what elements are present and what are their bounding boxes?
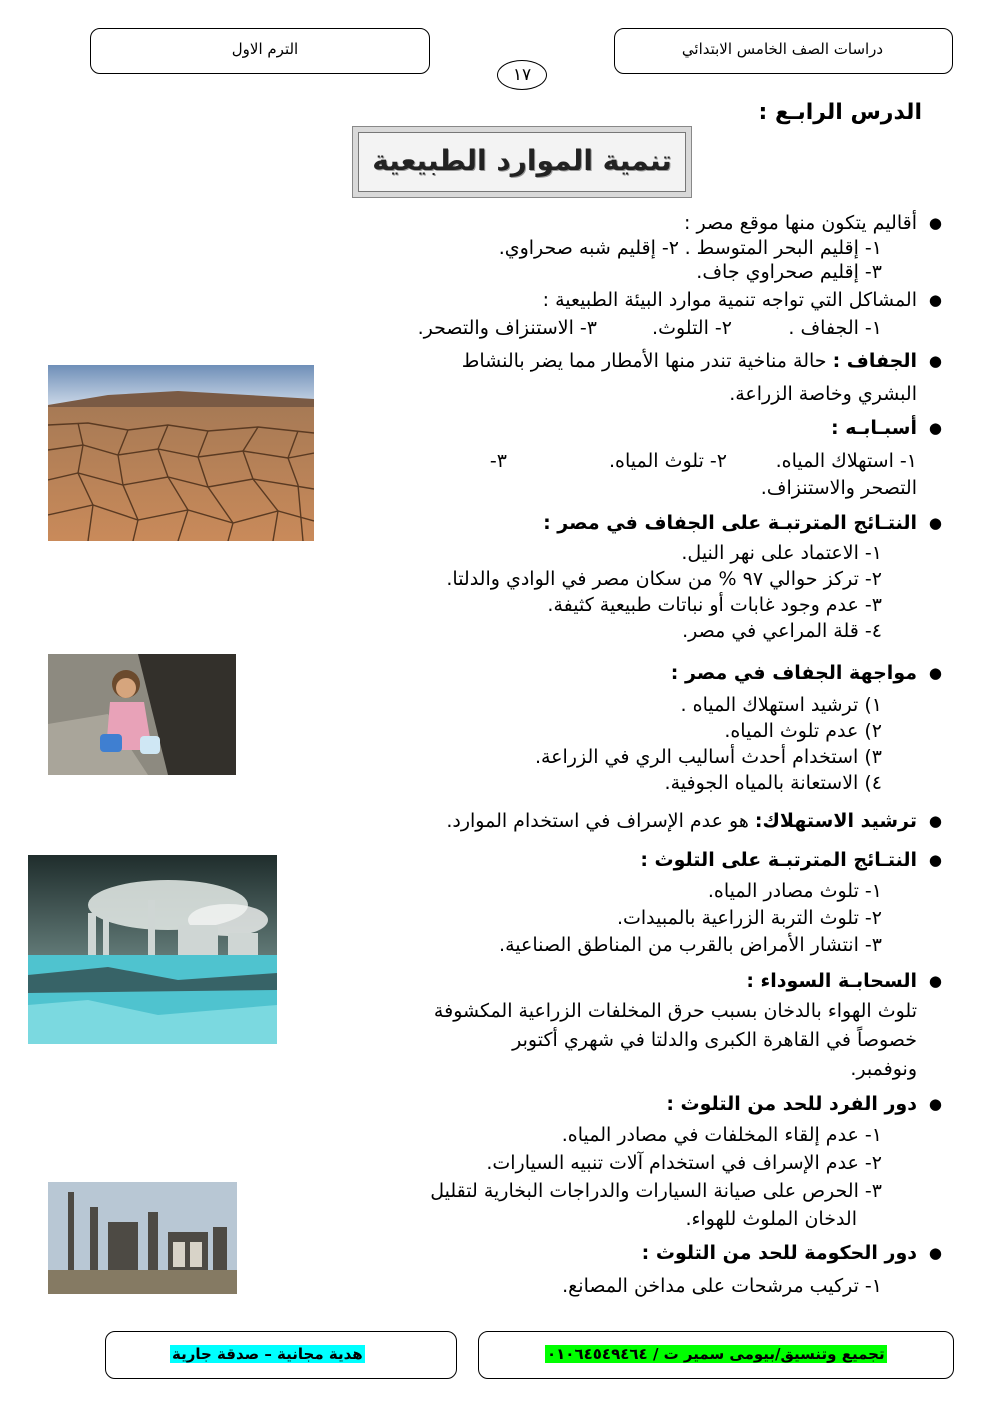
individual-role-3a: ٣- الحرص على صيانة السيارات والدراجات البخارية لتقليل — [430, 1180, 882, 1202]
individual-role-2: ٢- عدم الإسراف في استخدام آلات تنبيه السيارات. — [486, 1152, 882, 1174]
individual-role-title: ● دور الفرد للحد من التلوث : — [666, 1091, 917, 1117]
footer-right-label: تجميع وتنسيق/بيومى سمير ت / ٠١٠٦٤٥٤٩٤٦٤ — [547, 1345, 885, 1363]
problems-item-3: ٣- الاستنزاف والتصحر. — [417, 317, 597, 339]
black-cloud-1: تلوث الهواء بالدخان بسبب حرق المخلفات الزراعية المكشوفة — [433, 1000, 917, 1022]
black-cloud-3: ونوفمبر. — [850, 1058, 917, 1080]
regions-item-2: ٢- إقليم شبه صحراوي. — [498, 237, 679, 259]
footer-left-label: هدية مجانية – صدقة جارية — [172, 1345, 363, 1363]
causes-item-3-text: التصحر والاستنزاف. — [760, 477, 917, 499]
facing-drought-1: ١) ترشيد استهلاك المياه . — [680, 694, 882, 716]
problems-title: ● المشاكل التي تواجه تنمية موارد البيئة الطبيعية : — [543, 287, 917, 313]
lesson-label: الدرس الرابـع : — [758, 100, 922, 125]
term-label: الترم الاول — [231, 40, 299, 58]
subject-label: دراسات الصف الخامس الابتدائي — [681, 40, 884, 58]
page-title: تنمية الموارد الطبيعية — [372, 144, 672, 177]
causes-title: ● أسبـابـه : — [831, 415, 917, 441]
pollution-results-1: ١- تلوث مصادر المياه. — [707, 880, 882, 902]
drought-def-1: حالة مناخية تندر منها الأمطار مما يضر بالنشاط — [461, 350, 827, 372]
regions-title: ● أقاليم يتكون منها موقع مصر : — [684, 210, 917, 236]
rationing-line — [446, 808, 917, 834]
government-role-1: ١- تركيب مرشحات على مداخن المصانع. — [562, 1275, 882, 1297]
facing-drought-title: ● مواجهة الجفاف في مصر : — [671, 660, 917, 686]
black-cloud-2: خصوصاً في القاهرة الكبرى والدلتا في شهري أكتوبر — [512, 1029, 917, 1051]
facing-drought-3: ٣) استخدام أحدث أساليب الري في الزراعة. — [534, 746, 882, 768]
drought-results-3: ٣- عدم وجود غابات أو نباتات طبيعية كثيفة. — [547, 594, 882, 616]
drought-results-2: ٢- تركز حوالي ٩٧ % من سكان مصر في الوادي والدلتا. — [446, 568, 882, 590]
causes-item-1: ١- استهلاك المياه. — [775, 450, 917, 472]
drought-results-4: ٤- قلة المراعي في مصر. — [682, 620, 882, 642]
regions-item-1: ١- إقليم البحر المتوسط . — [684, 237, 882, 259]
industrial-plant-image — [48, 1182, 237, 1294]
black-cloud-title: ● السحابـة السوداء : — [746, 968, 917, 994]
problems-item-2: ٢- التلوث. — [652, 317, 732, 339]
government-role-title: ● دور الحكومة للحد من التلوث : — [642, 1240, 917, 1266]
title-box — [352, 126, 692, 198]
pollution-results-2: ٢- تلوث التربة الزراعية بالمبيدات. — [616, 907, 882, 929]
individual-role-3b: الدخان الملوث للهواء. — [685, 1208, 857, 1230]
child-water-image — [48, 654, 236, 775]
drought-term: الجفاف : — [832, 350, 917, 372]
page-number: ١٧ — [497, 60, 547, 90]
drought-def-2: البشري وخاصة الزراعة. — [729, 383, 917, 405]
facing-drought-2: ٢) عدم تلوث المياه. — [724, 720, 882, 742]
problems-item-1: ١- الجفاف . — [788, 317, 882, 339]
drought-image — [48, 365, 314, 541]
drought-results-1: ١- الاعتماد على نهر النيل. — [681, 542, 882, 564]
pollution-results-3: ٣- انتشار الأمراض بالقرب من المناطق الصناعية. — [499, 934, 882, 956]
drought-results-title: ● النتـائج المترتبـة على الجفاف في مصر : — [543, 510, 917, 536]
pollution-factory-image — [28, 855, 277, 1044]
facing-drought-4: ٤) الاستعانة بالمياه الجوفية. — [664, 772, 882, 794]
individual-role-1: ١- عدم إلقاء المخلفات في مصادر المياه. — [561, 1124, 882, 1146]
drought-definition-line-1 — [462, 348, 917, 374]
rationing-term: ترشيد الاستهلاك: — [754, 810, 917, 832]
causes-item-2: ٢- تلوث المياه. — [608, 450, 727, 472]
regions-item-3: ٣- إقليم صحراوي جاف. — [696, 261, 882, 283]
pollution-results-title: ● النتـائج المترتبـة على التلوث : — [640, 847, 917, 873]
causes-item-3-number: ٣- — [489, 450, 507, 472]
rationing-def: هو عدم الإسراف في استخدام الموارد. — [446, 810, 749, 832]
